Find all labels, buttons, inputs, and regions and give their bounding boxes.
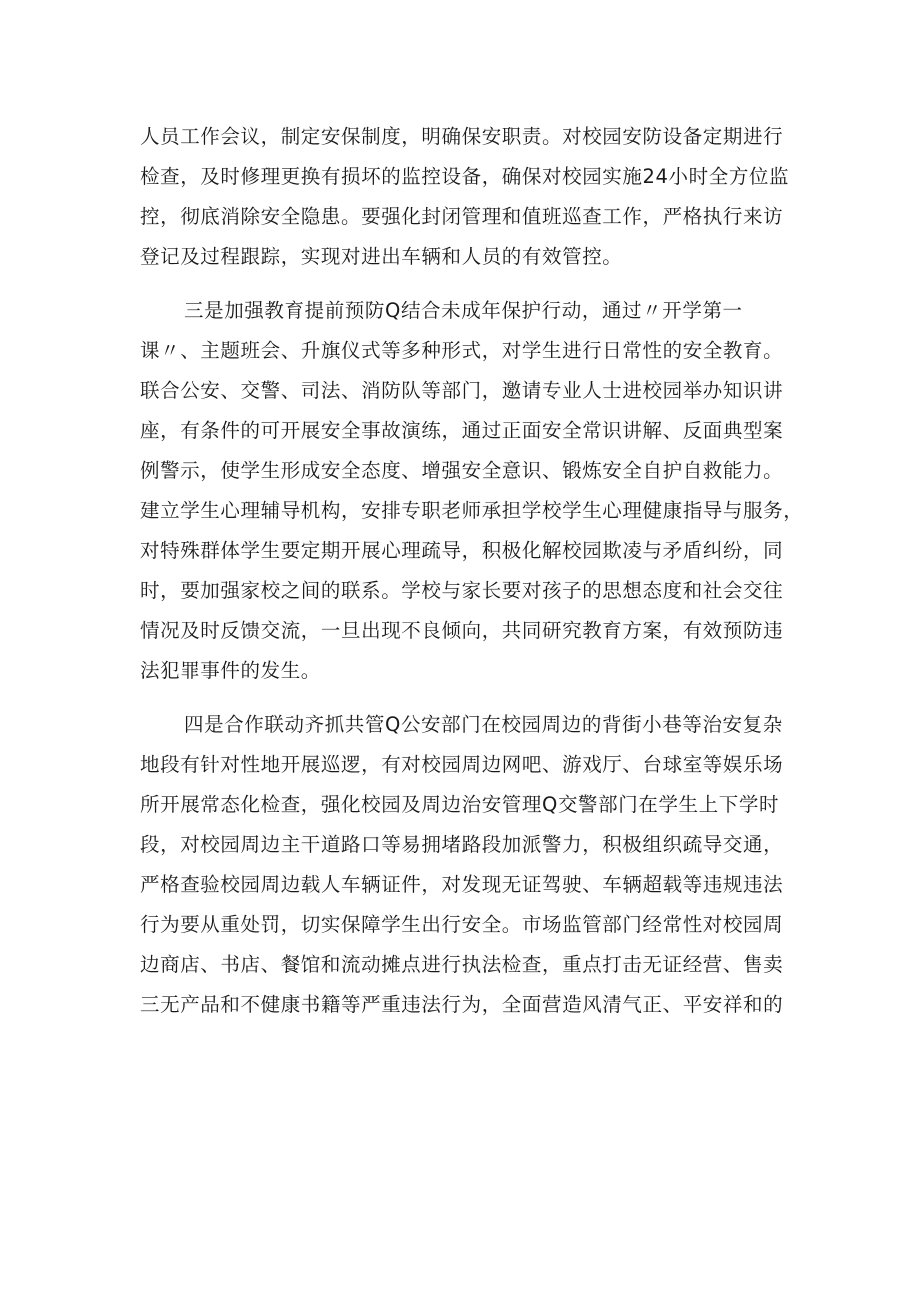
text-line: 地段有针对性地开展巡逻，有对校园周边网吧、游戏厅、台球室等娱乐场 (140, 753, 784, 776)
paragraph-3 (140, 705, 790, 1025)
text-line: 行为要从重处罚，切实保障学生出行安全。市场监管部门经常性对校园周 (140, 913, 784, 936)
text-line: 段，对校园周边主干道路口等易拥堵路段加派警力，积极组织疏导交通， (140, 833, 784, 856)
text-line: 法犯罪事件的发生。 (140, 659, 321, 682)
text-line: 人员工作会议，制定安保制度，明确保安职责。对校园安防设备定期进行 (140, 125, 784, 148)
text-line: 检查，及时修理更换有损坏的监控设备，确保对校园实施24小时全方位监 (140, 165, 790, 188)
text-line: 联合公安、交警、司法、消防队等部门，邀请专业人士进校园举办知识讲 (140, 379, 784, 402)
paragraph-gap (140, 691, 790, 705)
text-line: 时，要加强家校之间的联系。学校与家长要对孩子的思想态度和社会交往 (140, 579, 784, 602)
text-line: 所开展常态化检查，强化校园及周边治安管理Q交警部门在学生上下学时 (140, 793, 780, 816)
paragraph-gap (140, 277, 790, 291)
text-line: 严格查验校园周边载人车辆证件，对发现无证驾驶、车辆超载等违规违法 (140, 873, 784, 896)
paragraph-2 (140, 291, 804, 691)
text-line: 登记及过程跟踪，实现对进出车辆和人员的有效管控。 (140, 245, 623, 268)
text-line: 控，彻底消除安全隐患。要强化封闭管理和值班巡查工作，严格执行来访 (140, 205, 784, 228)
text-line: 三是加强教育提前预防Q结合未成年保护行动，通过〃开学第一 (184, 299, 743, 322)
text-line: 例警示，使学生形成安全态度、增强安全意识、锻炼安全自护自救能力。 (140, 459, 784, 482)
text-line: 对特殊群体学生要定期开展心理疏导，积极化解校园欺凌与矛盾纠纷，同 (140, 539, 784, 562)
body-text (140, 117, 804, 1025)
text-line: 四是合作联动齐抓共管Q公安部门在校园周边的背街小巷等治安复杂 (184, 713, 783, 736)
text-line: 边商店、书店、餐馆和流动摊点进行执法检查，重点打击无证经营、售卖 (140, 953, 784, 976)
paragraph-1 (140, 117, 790, 277)
text-line: 座，有条件的可开展安全事故演练，通过正面安全常识讲解、反面典型案 (140, 419, 784, 442)
text-line: 建立学生心理辅导机构，安排专职老师承担学校学生心理健康指导与服务， (140, 499, 804, 522)
text-line: 情况及时反馈交流，一旦出现不良倾向，共同研究教育方案，有效预防违 (140, 619, 784, 642)
text-line: 三无产品和不健康书籍等严重违法行为，全面营造风清气正、平安祥和的 (140, 993, 784, 1016)
text-line: 课〃、主题班会、升旗仪式等多种形式，对学生进行日常性的安全教育。 (140, 339, 784, 362)
